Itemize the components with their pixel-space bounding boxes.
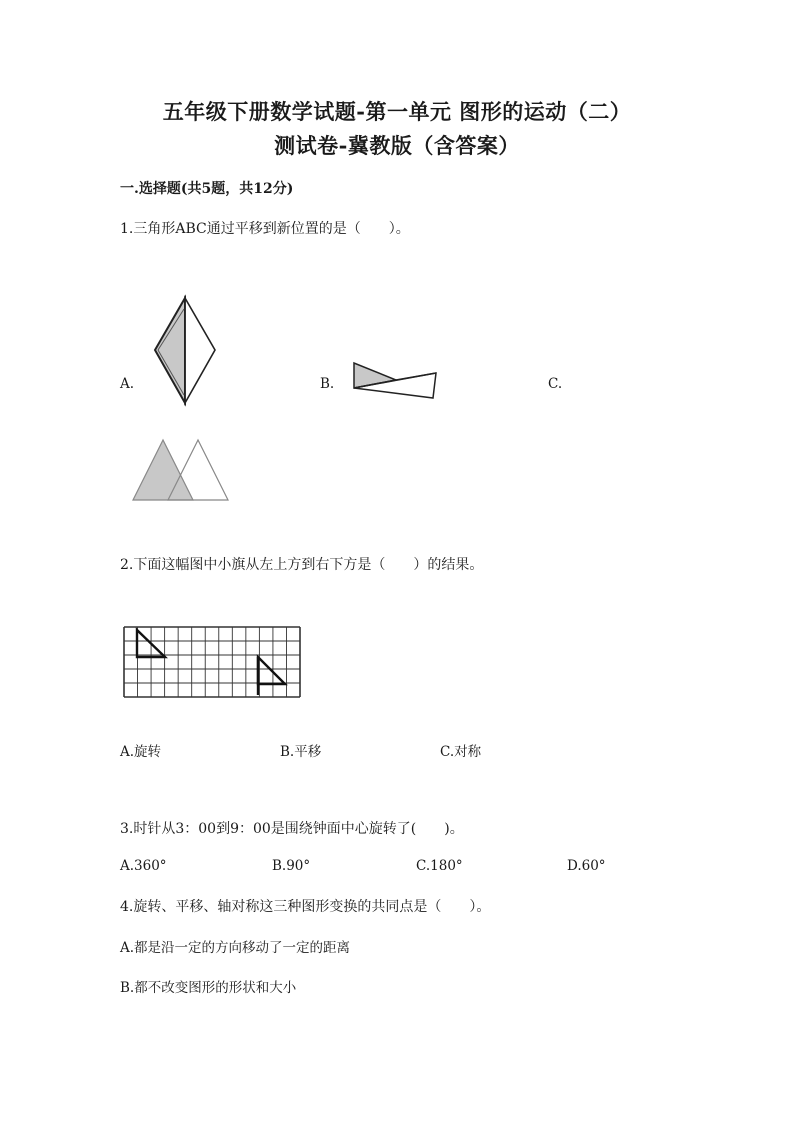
question-4-stem: 4.旋转、平移、轴对称这三种图形变换的共同点是（ ）。 [120,899,491,915]
question-3-option-a[interactable]: A.360° [120,858,167,874]
question-1-stem: 1.三角形ABC通过平移到新位置的是（ ）。 [120,221,410,237]
question-4-option-a[interactable]: A.都是沿一定的方向移动了一定的距离 [120,940,351,956]
question-1-figure-b [348,358,443,403]
question-2-grid-figure [124,627,300,697]
page-title-line2: 测试卷-冀教版（含答案） [274,133,520,158]
question-1-figure-a [150,295,220,410]
question-1-option-a[interactable]: A. [120,376,135,392]
question-2-option-b[interactable]: B.平移 [280,744,322,760]
question-4-option-b[interactable]: B.都不改变图形的形状和大小 [120,980,297,996]
question-3-option-c[interactable]: C.180° [416,858,463,874]
question-3-option-b[interactable]: B.90° [272,858,311,874]
page-title-line1: 五年级下册数学试题-第一单元 图形的运动（二） [162,99,632,124]
question-2-stem: 2.下面这幅图中小旗从左上方到右下方是（ ）的结果。 [120,557,484,573]
section-heading: 一.选择题(共5题，共12分) [120,181,294,197]
question-1-figure-c [130,436,235,506]
question-1-option-c[interactable]: C. [548,376,563,392]
question-1-option-b[interactable]: B. [320,376,335,392]
question-3-stem: 3.时针从3：00到9：00是围绕钟面中心旋转了( )。 [120,821,464,837]
question-2-option-c[interactable]: C.对称 [440,744,482,760]
question-2-option-a[interactable]: A.旋转 [120,744,162,760]
question-3-option-d[interactable]: D.60° [567,858,606,874]
